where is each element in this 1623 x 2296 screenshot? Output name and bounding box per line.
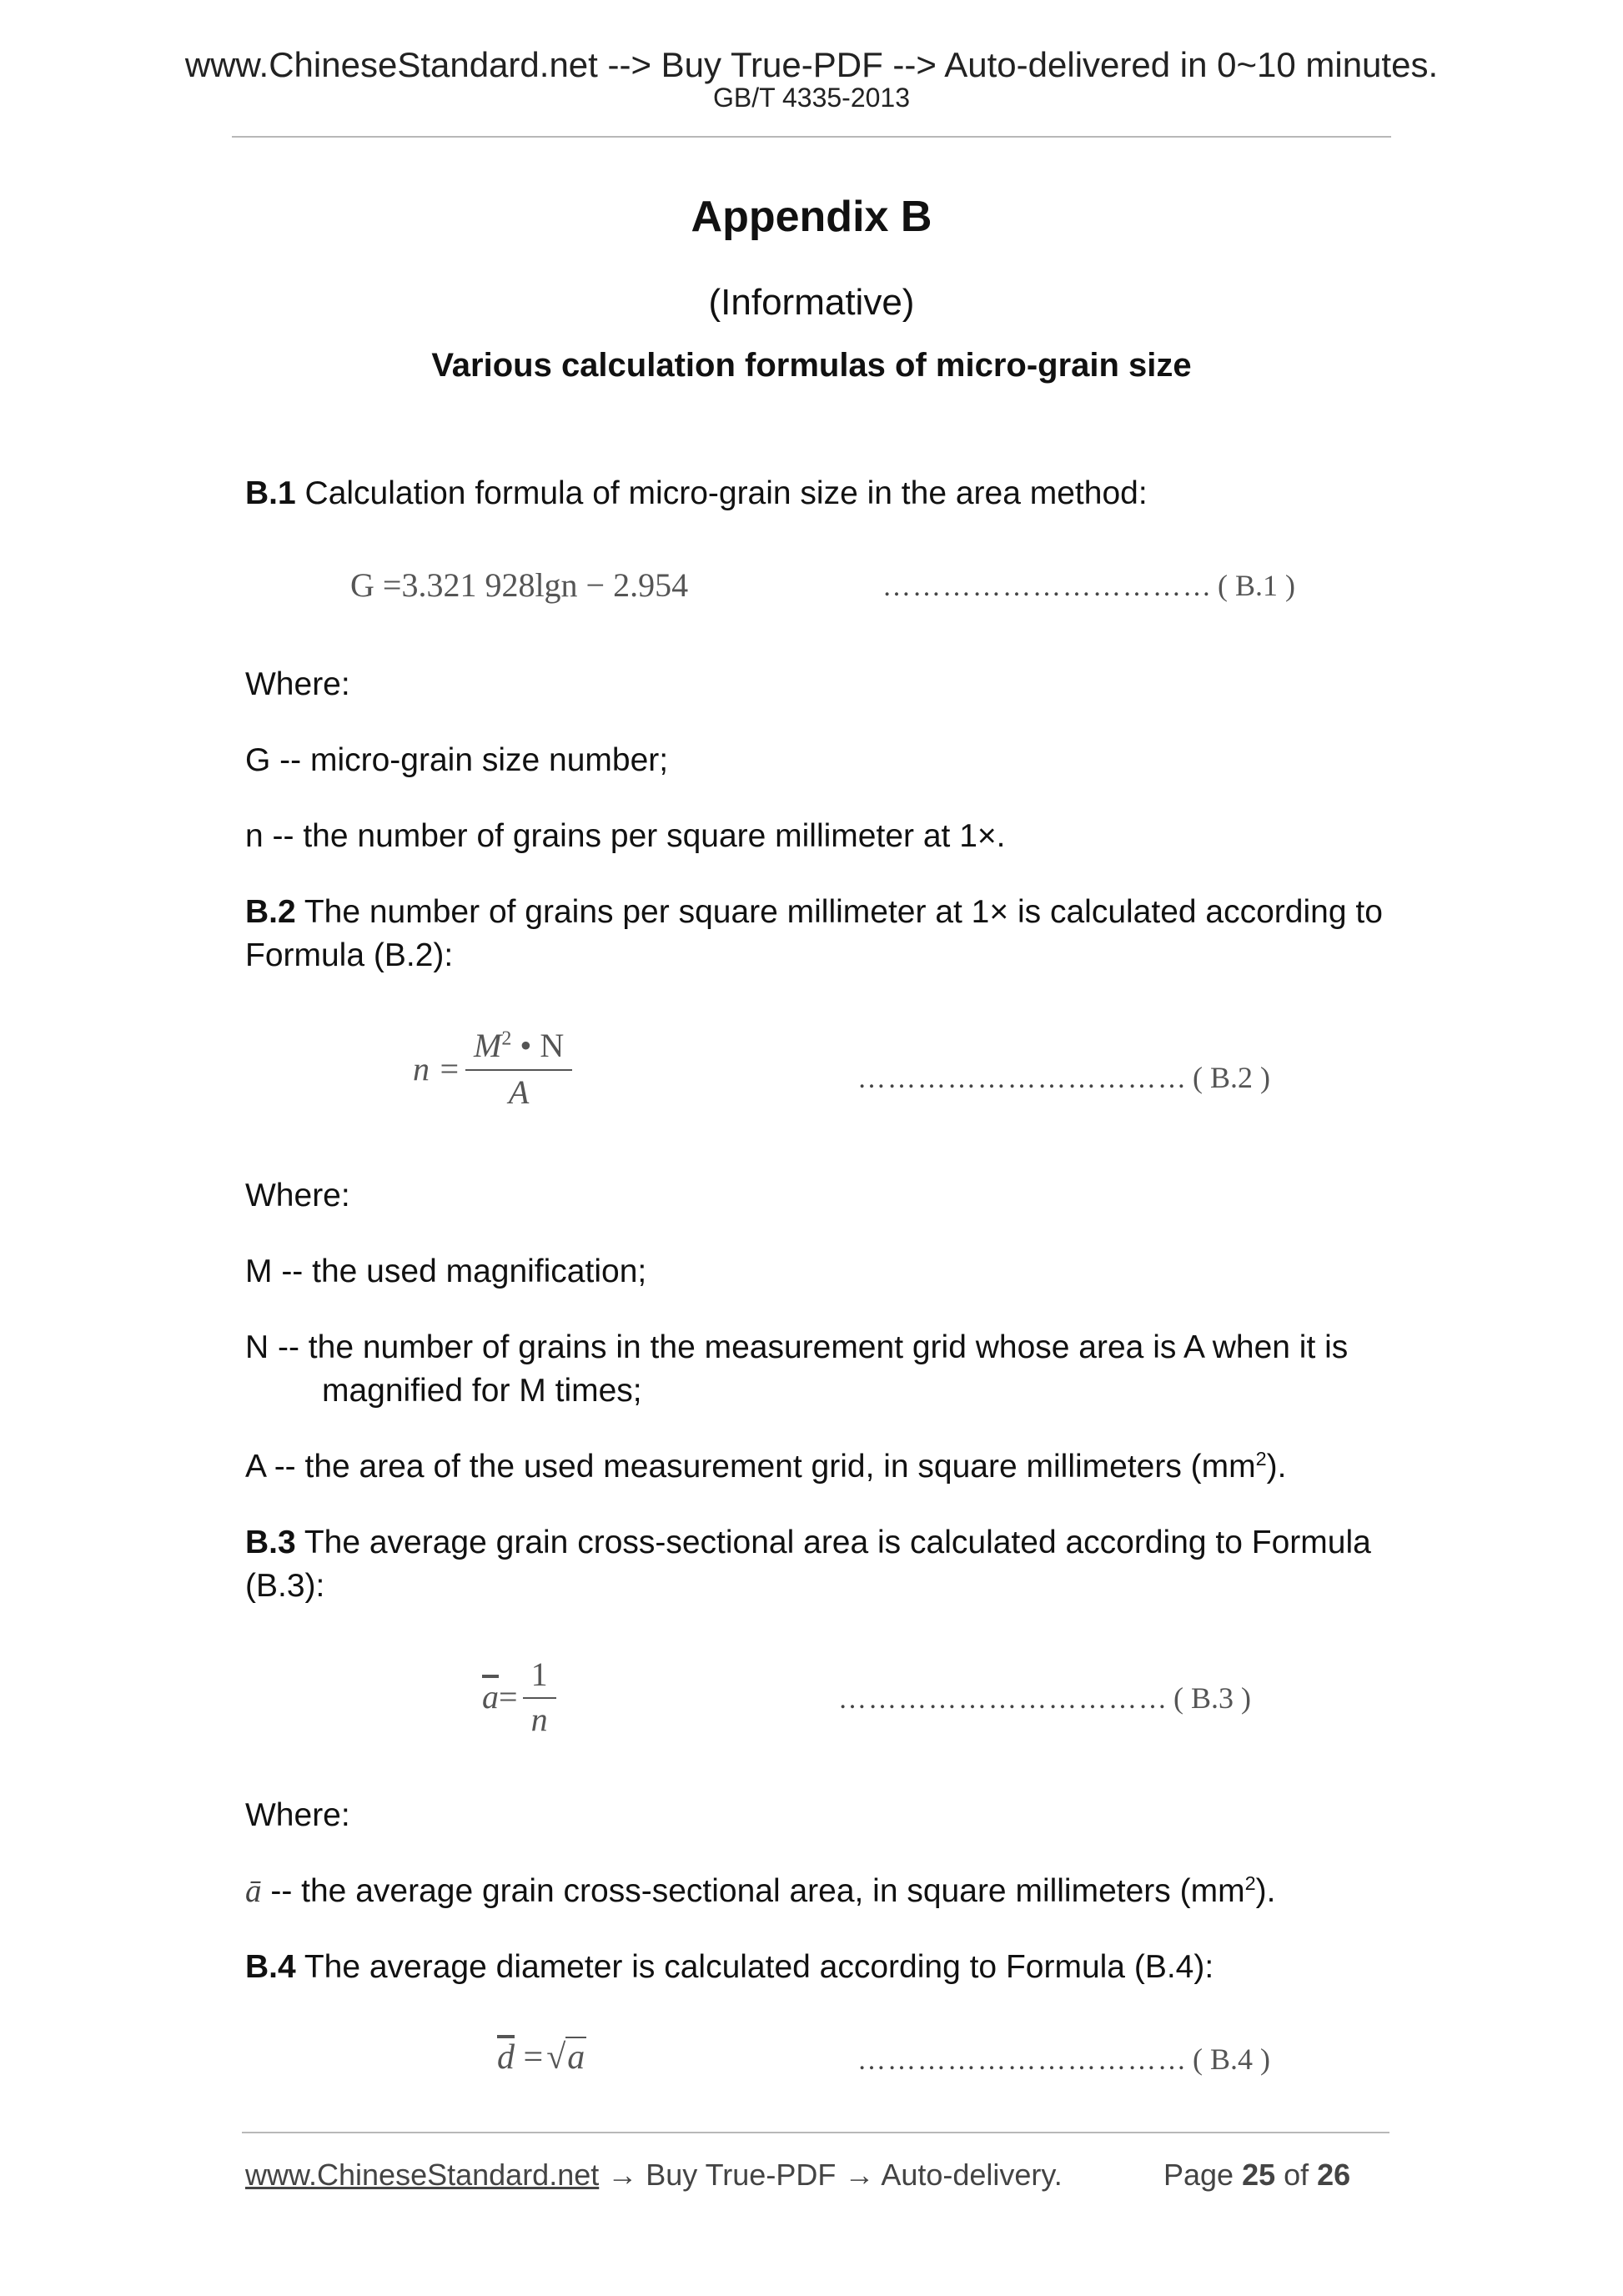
formula-b4-label: ( B.4 ) (1193, 2042, 1270, 2076)
section-b4-number: B.4 (245, 1949, 296, 1985)
formula-b3-leader (838, 1676, 1251, 1721)
definition-n: n -- the number of grains per square millimeter at 1×. (245, 818, 1006, 854)
formula-b2-m: M (474, 1027, 502, 1064)
footer-promo-text: → Buy True-PDF → Auto-delivery. (599, 2158, 1063, 2192)
formula-b4-lhs: $\overline{d}$ (497, 2038, 515, 2077)
section-b4-intro (245, 1946, 1388, 1989)
page-counter (1163, 2157, 1350, 2193)
formula-b4-leader (857, 2037, 1270, 2082)
definition-a-bar-end: ). (1255, 1873, 1276, 1909)
where-label-b3: Where: (245, 1797, 350, 1833)
formula-b3 (482, 1655, 556, 1739)
definition-m: M -- the used magnification; (245, 1254, 647, 1289)
section-b3-text: The average grain cross-sectional area is calculated according to Formula (B.3): (245, 1525, 1371, 1604)
formula-b2-denominator (509, 1071, 529, 1113)
section-b1-intro (245, 472, 1388, 515)
site-banner: www.ChineseStandard.net --> Buy True-PDF --> Auto-delivered in 0~10 minutes. (184, 45, 1439, 84)
formula-b3-n: n (530, 1701, 548, 1738)
appendix-title: Appendix B (691, 193, 932, 241)
page-of-label: of (1275, 2158, 1318, 2192)
footer-divider (242, 2132, 1389, 2133)
formula-b2 (413, 1026, 572, 1113)
document-id: GB/T 4335-2013 (712, 83, 910, 113)
section-b2-number: B.2 (245, 894, 296, 930)
where-label-b2: Where: (245, 1178, 350, 1213)
definition-a-bar-symbol: ā (245, 1873, 262, 1909)
header-divider (232, 136, 1391, 138)
formula-b2-exponent: 2 (501, 1027, 512, 1050)
formula-b3-numerator: 1 (523, 1655, 556, 1699)
formula-b4-radicand: a (567, 2038, 585, 2077)
appendix-heading: Various calculation formulas of micro-grain size (431, 347, 1192, 384)
definition-a-bar (245, 1870, 1388, 1913)
page-total: 26 (1317, 2158, 1351, 2192)
footer-promo (245, 2157, 1063, 2193)
definition-a-text: A -- the area of the used measurement grid, in square millimeters (mm (245, 1449, 1256, 1485)
section-b1-text: Calculation formula of micro-grain size in the area method: (295, 475, 1148, 511)
appendix-subtitle: (Informative) (708, 282, 915, 323)
formula-b2-n: • N (511, 1027, 565, 1064)
definition-a-bar-text: -- the average grain cross-sectional area, in square millimeters (mm (261, 1873, 1245, 1909)
formula-b3-equals: = (499, 1678, 518, 1716)
formula-b1-dots: …………………………… (882, 571, 1213, 602)
formula-b2-numerator (465, 1026, 572, 1071)
formula-b2-label: ( B.2 ) (1193, 1061, 1270, 1094)
footer-site-link[interactable]: www.ChineseStandard.net (245, 2158, 600, 2192)
formula-b2-lhs: n = (413, 1050, 460, 1088)
formula-b1: G =3.321 928lgn − 2.954 (350, 566, 689, 604)
formula-b4-dots: …………………………… (857, 2045, 1188, 2076)
section-b3-intro (245, 1521, 1388, 1608)
definition-n-grid: N -- the number of grains in the measurement grid whose area is A when it is magnified for M times; (245, 1329, 1349, 1409)
section-b3-number: B.3 (245, 1525, 296, 1560)
definition-a-bar-exponent: 2 (1244, 1872, 1256, 1894)
formula-b3-denominator (531, 1699, 548, 1739)
formula-b1-leader (882, 564, 1295, 609)
section-b4-text: The average diameter is calculated according to Formula (B.4): (295, 1949, 1214, 1985)
section-b1-number: B.1 (245, 475, 296, 511)
formula-b2-leader (857, 1056, 1270, 1101)
formula-b2-a: A (508, 1073, 530, 1111)
page-label: Page (1163, 2158, 1243, 2192)
formula-b3-label: ( B.3 ) (1173, 1681, 1251, 1715)
section-b2-text: The number of grains per square millimeter at 1× is calculated according to Formula (B.2): (245, 894, 1383, 973)
formula-b2-fraction (465, 1026, 572, 1113)
page-number: 25 (1242, 2158, 1276, 2192)
formula-b3-fraction (523, 1655, 556, 1739)
formula-b3-dots: …………………………… (838, 1684, 1168, 1715)
definition-a-end: ). (1266, 1449, 1287, 1485)
definition-a (245, 1445, 1388, 1489)
formula-b1-label: ( B.1 ) (1218, 569, 1295, 602)
sqrt-icon: √ (546, 2038, 566, 2077)
formula-b4 (497, 2036, 586, 2079)
formula-b4-equals: = (515, 2038, 544, 2077)
definition-g: G -- micro-grain size number; (245, 742, 669, 778)
section-b2-intro (245, 891, 1388, 977)
formula-b3-lhs: $\overline{a}$ (482, 1678, 499, 1716)
formula-b2-dots: …………………………… (857, 1063, 1188, 1094)
where-label-b1: Where: (245, 666, 350, 702)
definition-a-exponent: 2 (1255, 1448, 1267, 1470)
